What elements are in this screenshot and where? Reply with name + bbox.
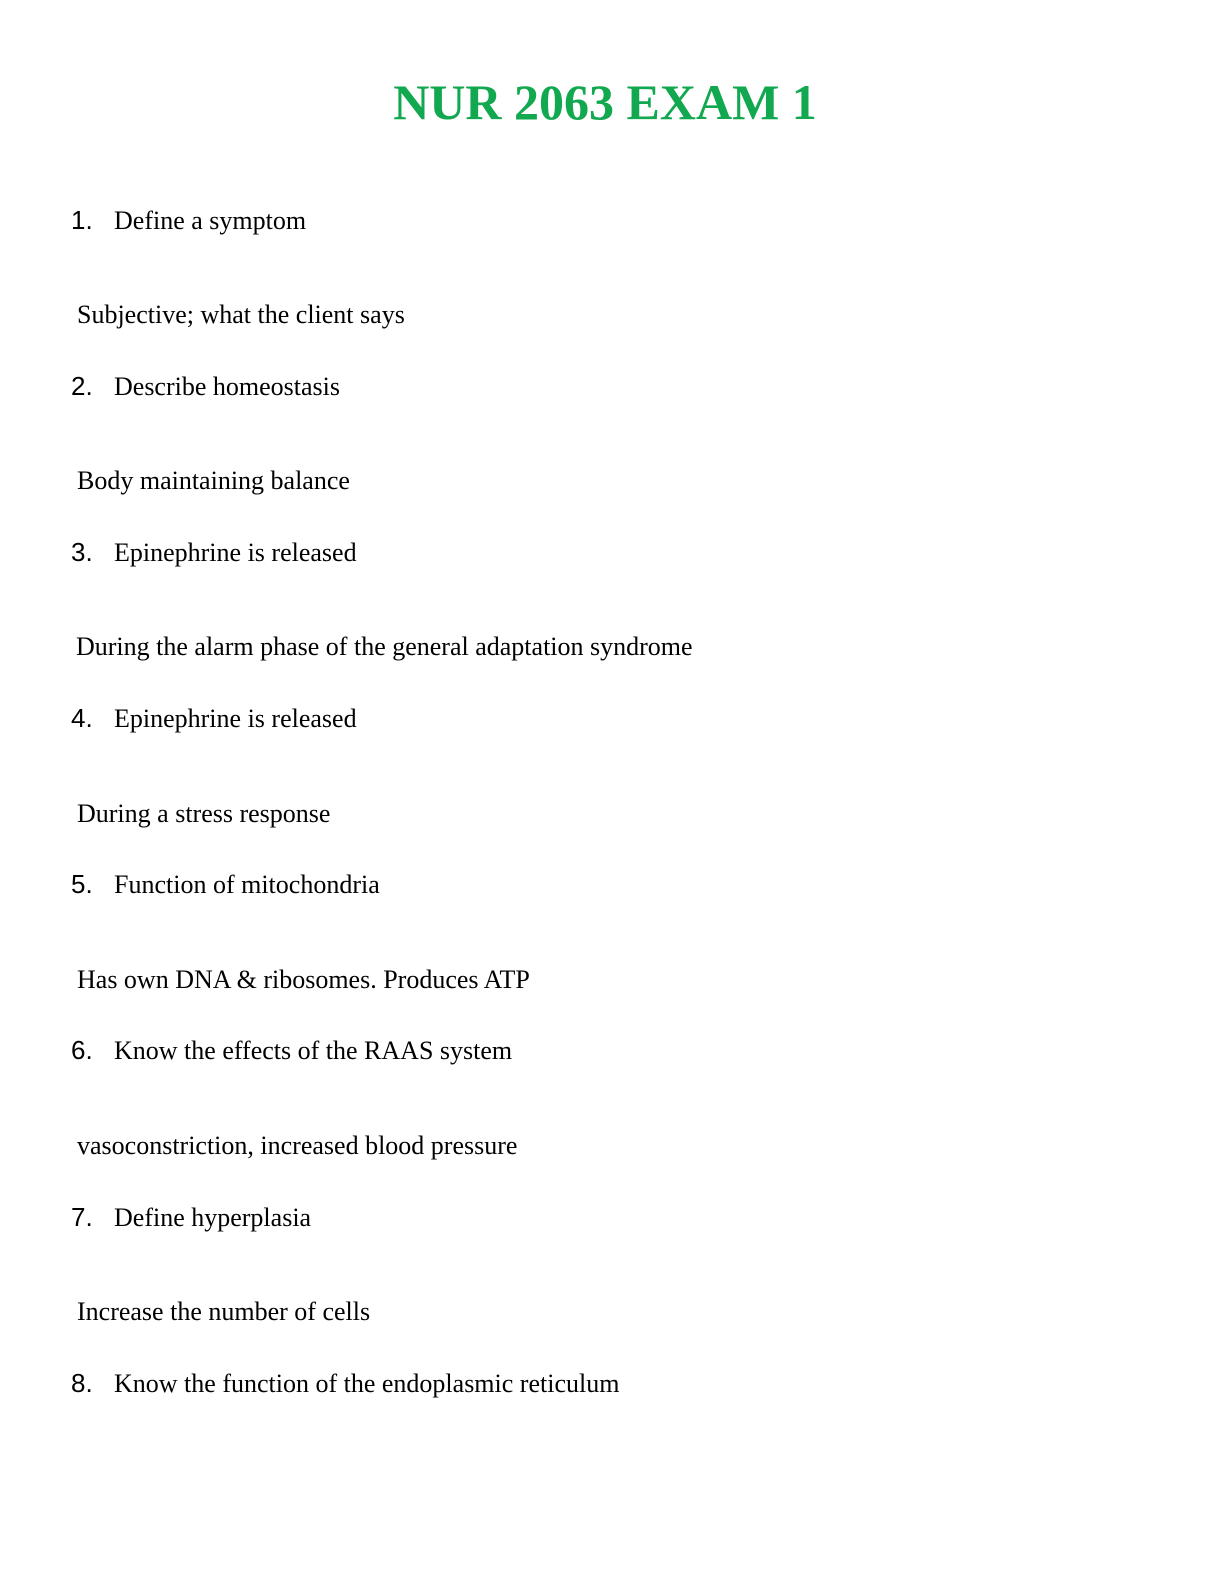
- answer-2: Body maintaining balance: [77, 466, 350, 495]
- question-5: [71, 869, 380, 905]
- question-6: [71, 1035, 512, 1071]
- question-2: [71, 371, 340, 407]
- answer-3: During the alarm phase of the general adaptation syndrome: [76, 632, 693, 661]
- answer-7: Increase the number of cells: [77, 1297, 371, 1326]
- question-4: [71, 703, 357, 739]
- question-number: 4.: [71, 703, 93, 733]
- question-text: Epinephrine is released: [114, 704, 357, 733]
- question-number: 2.: [71, 371, 93, 401]
- question-text: Describe homeostasis: [114, 372, 341, 401]
- question-1: [71, 205, 306, 241]
- question-number: 8.: [71, 1368, 93, 1398]
- question-7: [71, 1202, 311, 1238]
- question-number: 6.: [71, 1035, 93, 1065]
- answer-5: Has own DNA & ribosomes. Produces ATP: [77, 965, 530, 994]
- question-3: [71, 537, 357, 573]
- question-8: [71, 1368, 619, 1404]
- answer-4: During a stress response: [77, 799, 331, 828]
- answer-6: vasoconstriction, increased blood pressure: [77, 1131, 518, 1160]
- answer-1: Subjective; what the client says: [77, 300, 405, 329]
- question-text: Know the effects of the RAAS system: [114, 1036, 513, 1065]
- page-title: NUR 2063 EXAM 1: [393, 74, 817, 130]
- question-number: 7.: [71, 1202, 93, 1232]
- question-number: 1.: [71, 205, 93, 235]
- question-text: Define a symptom: [114, 206, 307, 235]
- question-text: Define hyperplasia: [114, 1203, 312, 1232]
- question-text: Know the function of the endoplasmic reticulum: [114, 1369, 620, 1398]
- question-number: 3.: [71, 537, 93, 567]
- question-text: Function of mitochondria: [114, 870, 380, 899]
- question-text: Epinephrine is released: [114, 538, 357, 567]
- question-number: 5.: [71, 869, 93, 899]
